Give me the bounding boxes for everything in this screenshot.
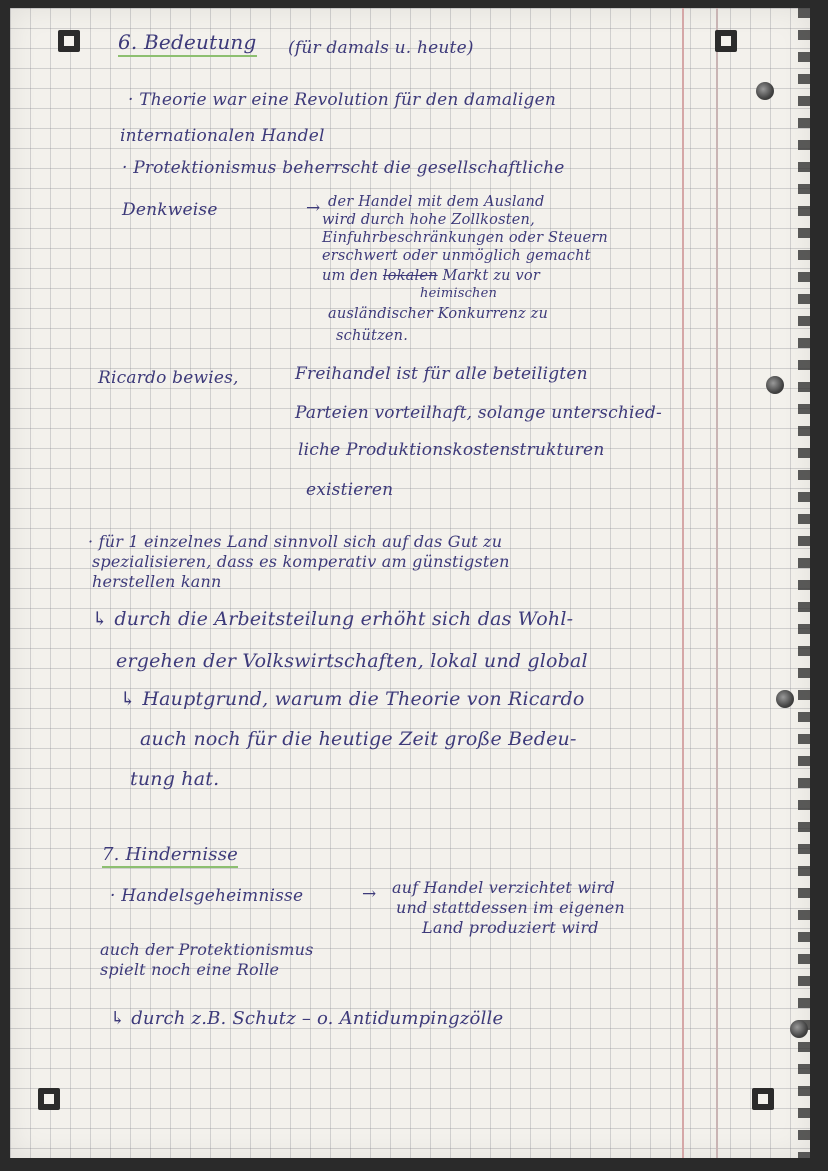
text-line: liche Produktionskostenstrukturen (298, 440, 605, 460)
sub-text: um den (322, 268, 379, 284)
section-heading: 7. Hindernisse (102, 844, 238, 868)
sub-line: erschwert oder unmöglich gemacht (322, 248, 591, 264)
sub-line: schützen. (336, 328, 409, 344)
text-line: · für 1 einzelnes Land sinnvoll sich auf das Gut zu (88, 532, 503, 551)
text-line: ↳ durch die Arbeitsteilung erhöht sich das Wohl- (92, 608, 574, 630)
text-line: ↳ durch z.B. Schutz – o. Antidumpingzölle (110, 1008, 504, 1029)
text-line: ↳ Hauptgrund, warum die Theorie von Ricardo (120, 688, 585, 710)
text-line: internationalen Handel (120, 126, 325, 146)
corner-marker-icon (715, 30, 737, 52)
sub-line (322, 268, 540, 284)
punch-hole (790, 1020, 808, 1038)
section-heading: 6. Bedeutung (118, 30, 257, 57)
arrow-icon: → (306, 198, 321, 218)
text-line: auf Handel verzichtet wird (392, 878, 615, 897)
text-line: ergehen der Volkswirtschaften, lokal und global (116, 650, 588, 672)
spiral-binding (798, 8, 810, 1158)
corner-marker-icon (752, 1088, 774, 1110)
notebook-page (10, 8, 810, 1158)
punch-hole (766, 376, 784, 394)
sub-line: Einfuhrbeschränkungen oder Steuern (322, 230, 608, 246)
punch-hole (756, 82, 774, 100)
text-line: Parteien vorteilhaft, solange unterschied- (295, 403, 662, 423)
text-line: tung hat. (130, 768, 220, 790)
text-line: herstellen kann (92, 572, 222, 591)
text-line: · Theorie war eine Revolution für den damaligen (128, 90, 556, 110)
text-line: Ricardo bewies, (98, 368, 239, 388)
text-line: Land produziert wird (422, 918, 599, 937)
text-line: und stattdessen im eigenen (396, 898, 625, 917)
arrow-icon: → (362, 884, 377, 904)
sub-line: wird durch hohe Zollkosten, (322, 212, 535, 228)
text-line: Denkweise (122, 200, 218, 220)
heading-note: (für damals u. heute) (288, 38, 474, 58)
text-line: existieren (306, 480, 394, 500)
text-line: · Protektionismus beherrscht die gesellschaftliche (122, 158, 565, 178)
sub-line: der Handel mit dem Ausland (328, 194, 545, 210)
corner-marker-icon (58, 30, 80, 52)
text-line: · Handelsgeheimnisse (110, 886, 304, 906)
text-line: auch der Protektionismus (100, 940, 314, 959)
right-margin-line-2 (716, 8, 718, 1158)
punch-hole (776, 690, 794, 708)
sub-text: Markt zu vor (442, 268, 540, 284)
text-line: spielt noch eine Rolle (100, 960, 280, 979)
insertion-word: heimischen (420, 286, 498, 301)
text-line: spezialisieren, dass es komperativ am günstigsten (92, 552, 510, 571)
corner-marker-icon (38, 1088, 60, 1110)
sub-line: ausländischer Konkurrenz zu (328, 306, 549, 322)
text-line: auch noch für die heutige Zeit große Bedeu- (140, 728, 577, 750)
text-line: Freihandel ist für alle beteiligten (295, 364, 588, 384)
struck-word: lokalen (382, 268, 438, 284)
right-margin-line (682, 8, 684, 1158)
